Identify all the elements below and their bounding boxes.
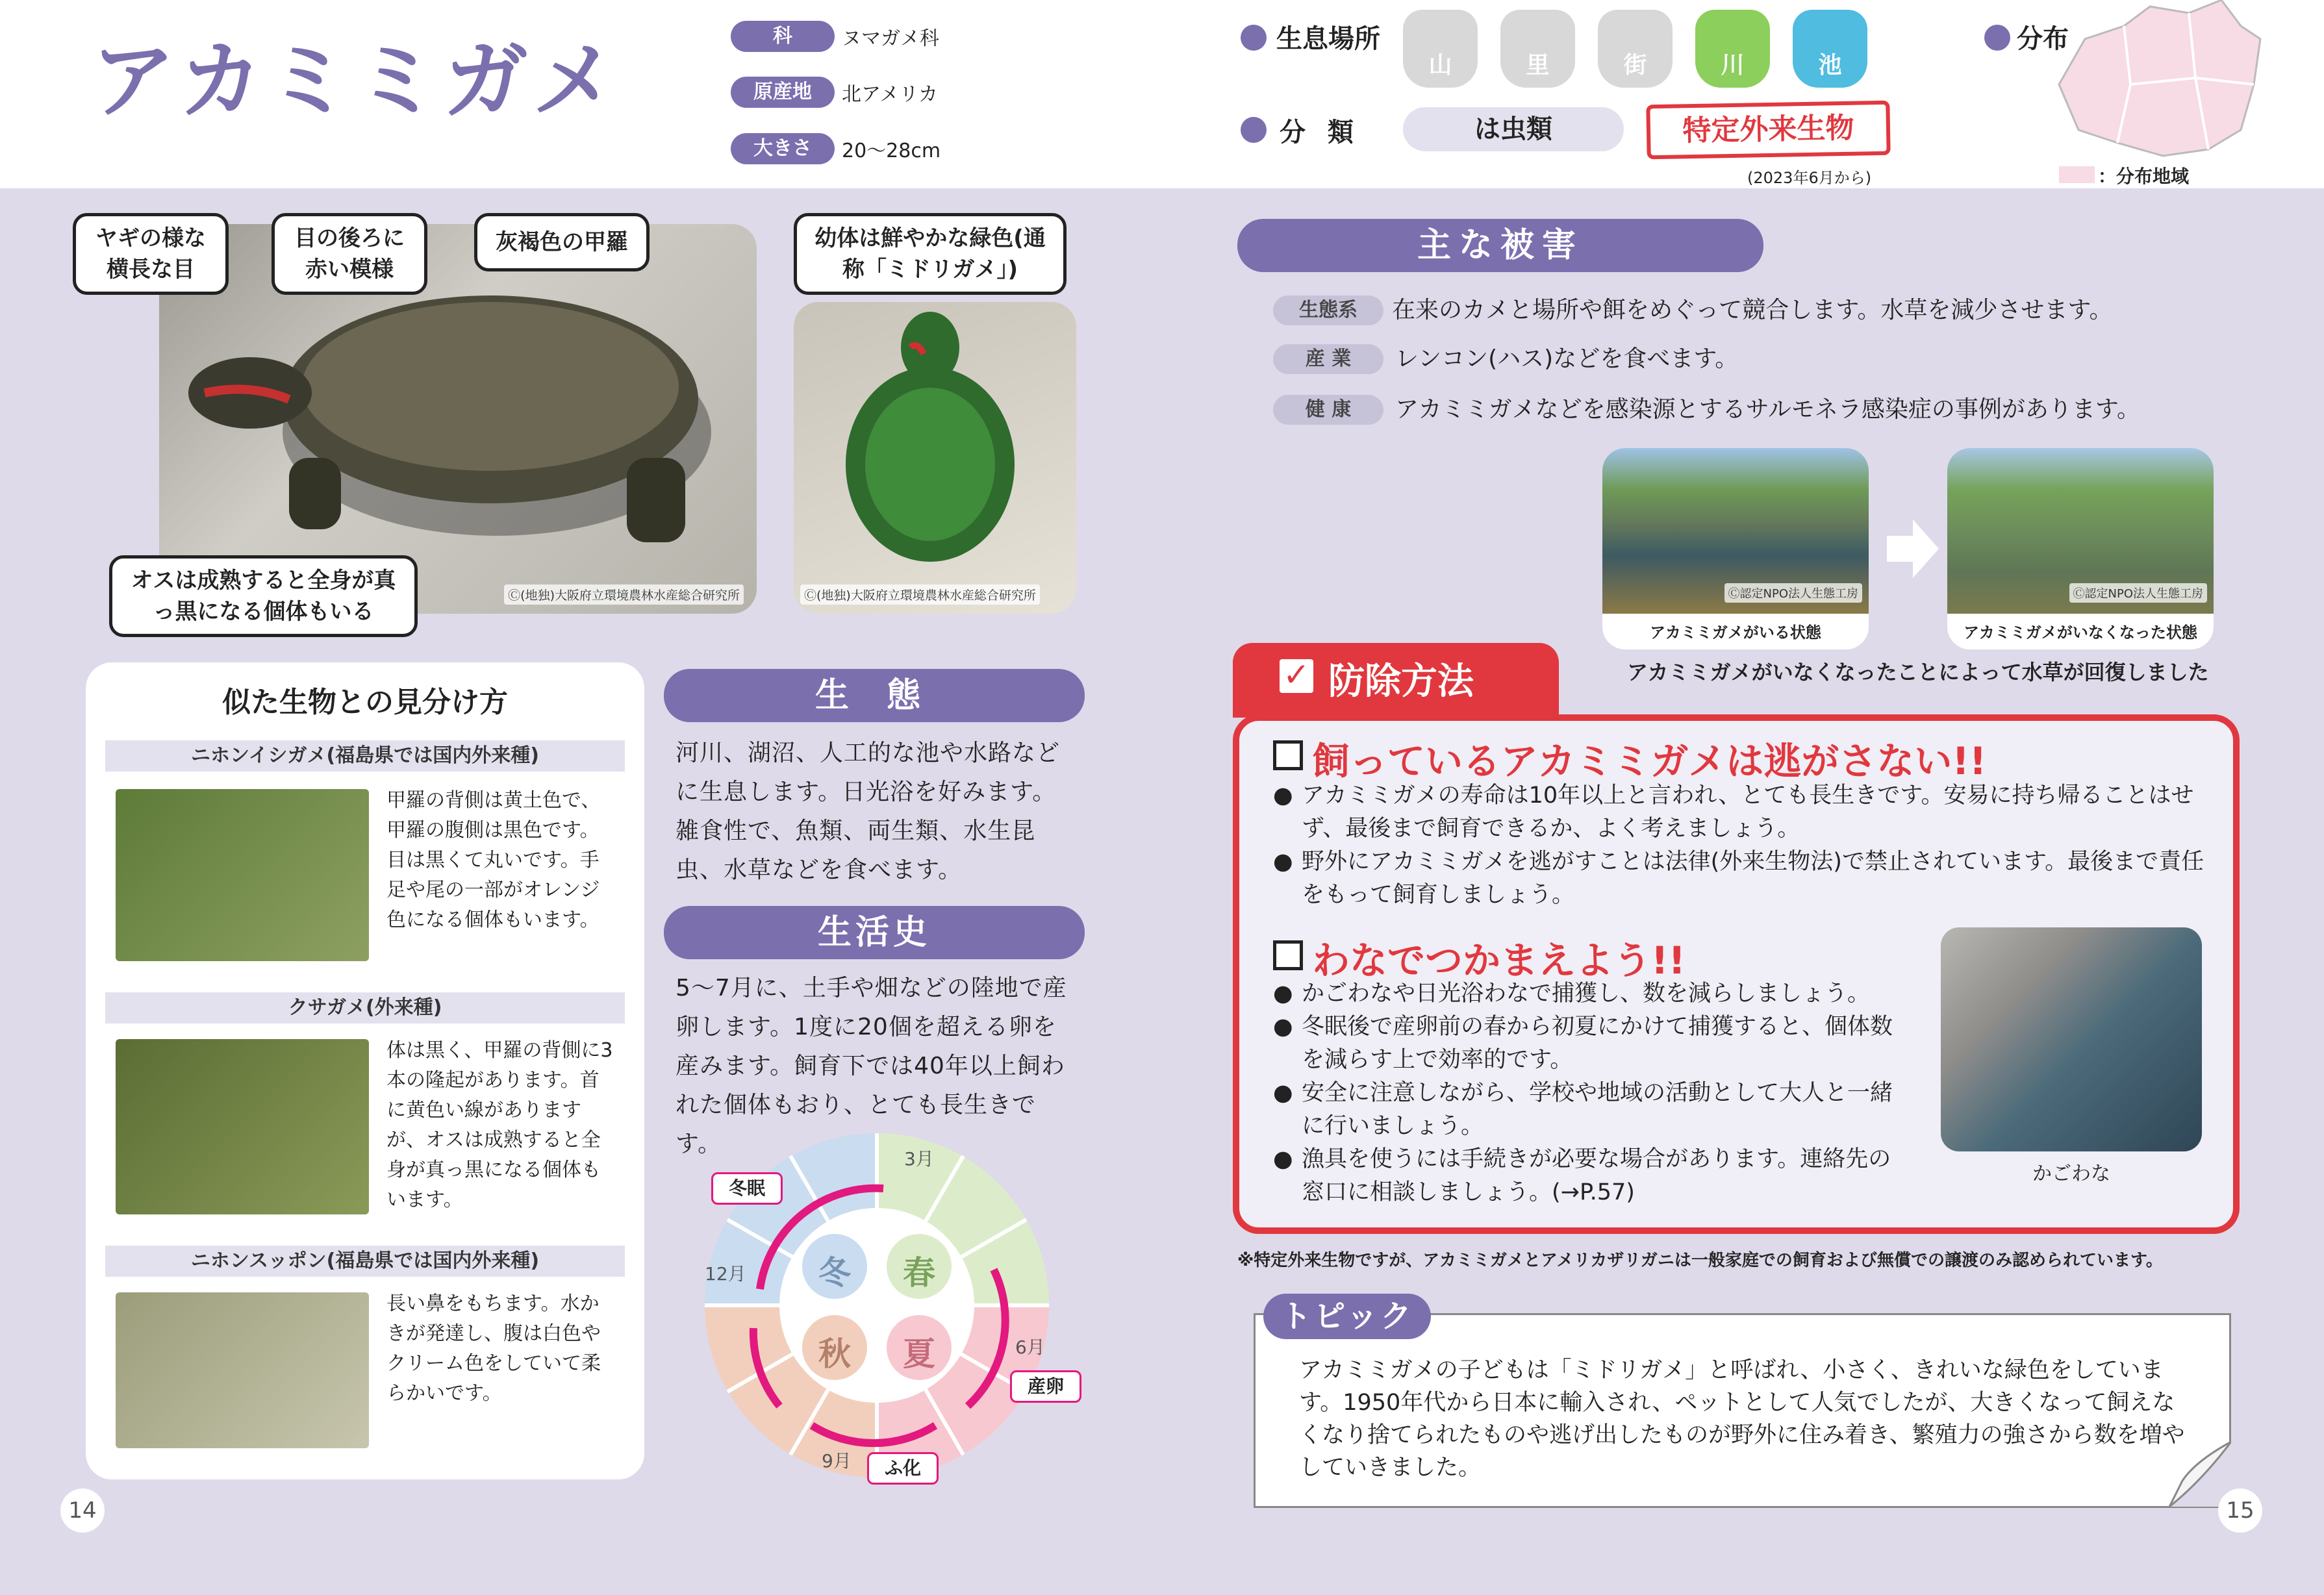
before-photo-card xyxy=(1602,448,1869,649)
month-3: 3月 xyxy=(904,1148,934,1170)
before-caption: アカミミガメがいる状態 xyxy=(1650,623,1821,642)
month-12: 12月 xyxy=(705,1263,746,1285)
damage-text-ecosystem: 在来のカメと場所や餌をめぐって競合します。水草を減少させます。 xyxy=(1392,297,2113,323)
similar-name-3: ニホンスッポン(福島県では国内外来種) xyxy=(105,1246,625,1277)
prevention-list-2 xyxy=(1273,977,1910,1209)
photo-suppon xyxy=(116,1292,369,1448)
prevention-item-2-4: ● 漁具を使うには手続きが必要な場合があります。連絡先の窓口に相談しましょう。(→P.57) xyxy=(1273,1146,1891,1205)
distribution-map xyxy=(2046,0,2267,162)
season-spring: 春 xyxy=(903,1254,935,1292)
class-label: 分 類 xyxy=(1280,118,1360,147)
habitat-icon-pond: 池 xyxy=(1793,10,1867,88)
habitat-label: 生息場所 xyxy=(1276,24,1380,54)
bubble-male-black: オスは成熟すると全身が真っ黒になる個体もいる xyxy=(109,555,418,637)
damage-text-industry: レンコン(ハス)などを食べます。 xyxy=(1395,345,1739,372)
similar-text-3: 長い鼻をもちます。水かきが発達し、腹は白色やクリーム色をしていて柔らかいです。 xyxy=(386,1292,601,1405)
distribution-dot xyxy=(1984,25,2010,51)
stamp-note: (2023年6月から) xyxy=(1747,169,1872,187)
damage-tag-health: 健 康 xyxy=(1273,395,1383,425)
page-number-left: 14 xyxy=(60,1488,105,1533)
season-winter: 冬 xyxy=(818,1254,851,1292)
meta-label-family: 科 xyxy=(731,21,835,52)
after-photo-card xyxy=(1947,448,2214,649)
juvenile-photo-credit: Ⓒ(地独)大阪府立環境農林水産総合研究所 xyxy=(800,584,1040,605)
page-title: アカミミガメ xyxy=(91,31,620,130)
ecology-title: 生 態 xyxy=(664,669,1085,722)
habitat-icon-river: 川 xyxy=(1695,10,1770,88)
meta-label-origin: 原産地 xyxy=(731,77,835,108)
season-autumn: 秋 xyxy=(818,1335,851,1373)
habitat-icon-village: 里 xyxy=(1500,10,1575,88)
event-egg-laying: 産卵 xyxy=(1010,1370,1081,1403)
similar-text-2: 体は黒く、甲羅の背側に3本の隆起があります。首に黄色い線がありますが、オスは成熟すると全身が真っ黒になる個体もいます。 xyxy=(386,1039,613,1211)
class-value: は虫類 xyxy=(1403,107,1624,151)
ecology-text: 河川、湖沼、人工的な池や水路などに生息します。日光浴を好みます。雑食性で、魚類、両生類、水生昆虫、水草などを食べます。 xyxy=(676,740,1061,883)
photo-kusagame xyxy=(116,1039,369,1214)
main-photo-credit: Ⓒ(地独)大阪府立環境農林水産総合研究所 xyxy=(504,584,744,605)
month-9: 9月 xyxy=(822,1450,852,1472)
after-caption: アカミミガメがいなくなった状態 xyxy=(1964,623,2197,642)
photo-nihon-ishigame xyxy=(116,789,369,961)
life-history-title: 生活史 xyxy=(664,906,1085,959)
page-curl-icon xyxy=(2143,1442,2231,1507)
prevention-title: 防除方法 xyxy=(1328,660,1474,703)
class-dot xyxy=(1241,117,1267,143)
similar-text-1: 甲羅の背側は黄土色で、甲羅の腹側は黒色です。目は黒くて丸いです。手足や尾の一部がオレンジ色になる個体もいます。 xyxy=(386,789,601,931)
arrow-right-icon xyxy=(1887,520,1939,578)
distribution-label: 分布 xyxy=(2017,24,2069,54)
event-hatching: ふ化 xyxy=(867,1452,939,1485)
season-summer: 夏 xyxy=(903,1335,935,1373)
habitat-dot xyxy=(1241,25,1267,51)
habitat-icon-town: 街 xyxy=(1598,10,1673,88)
bubble-red-mark: 目の後ろに赤い模様 xyxy=(272,213,427,295)
bubble-shell: 灰褐色の甲羅 xyxy=(474,213,650,271)
footnote: ※特定外来生物ですが、アカミミガメとアメリカザリガニは一般家庭での飼育および無償での譲渡のみ認められています。 xyxy=(1237,1251,2163,1270)
distribution-legend-swatch xyxy=(2059,166,2095,183)
prevention-h2: わなでつかまえよう!! xyxy=(1312,938,1686,983)
damage-text-health: アカミミガメなどを感染源とするサルモネラ感染症の事例があります。 xyxy=(1395,396,2140,423)
damage-title: 主な被害 xyxy=(1237,219,1763,272)
meta-value-origin: 北アメリカ xyxy=(842,83,938,106)
invasive-stamp: 特定外来生物 xyxy=(1646,101,1890,160)
trap-caption: かごわな xyxy=(2032,1162,2110,1185)
bubble-eye: ヤギの様な横長な目 xyxy=(73,213,229,295)
prevention-h1-checkbox xyxy=(1273,740,1303,770)
bubble-juvenile: 幼体は鮮やかな緑色(通称「ミドリガメ」) xyxy=(794,213,1067,295)
meta-value-size: 20〜28cm xyxy=(842,140,941,162)
similar-title: 似た生物との見分け方 xyxy=(222,686,508,719)
similar-name-2: クサガメ(外来種) xyxy=(105,992,625,1024)
recovery-summary: アカミミガメがいなくなったことによって水草が回復しました xyxy=(1627,660,2209,684)
juvenile-illustration xyxy=(794,302,1076,614)
life-history-text: 5〜7月に、土手や畑などの陸地で産卵します。1度に20個を超える卵を産みます。飼育下では40年以上飼われた個体もおり、とても長生きです。 xyxy=(676,975,1067,1157)
prevention-list-1 xyxy=(1273,779,2215,912)
habitat-icon-mountain: 山 xyxy=(1403,10,1478,88)
page-number-right: 15 xyxy=(2218,1488,2262,1533)
distribution-legend: ：分布地域 xyxy=(2098,166,2190,187)
trap-photo xyxy=(1941,927,2202,1151)
similar-name-1: ニホンイシガメ(福島県では国内外来種) xyxy=(105,740,625,772)
prevention-item-2-1: ● かごわなや日光浴わなで捕獲し、数を減らしましょう。 xyxy=(1273,981,1871,1007)
prevention-item-1-1: ● アカミミガメの寿命は10年以上と言われ、とても長生きです。安易に持ち帰ることはせず、最後まで飼育できるか、よく考えましょう。 xyxy=(1273,783,2194,842)
prevention-item-2-3: ● 安全に注意しながら、学校や地域の活動として大人と一緒に行いましょう。 xyxy=(1273,1080,1893,1139)
prevention-h2-checkbox xyxy=(1273,940,1303,970)
prevention-h1: 飼っているアカミミガメは逃がさない!! xyxy=(1312,739,1987,783)
before-credit: Ⓒ認定NPO法人生態工房 xyxy=(1724,583,1863,603)
after-credit: Ⓒ認定NPO法人生態工房 xyxy=(2069,583,2208,603)
damage-tag-industry: 産 業 xyxy=(1273,344,1383,374)
prevention-item-2-2: ● 冬眠後で産卵前の春から初夏にかけて捕獲すると、個体数を減らす上で効率的です。 xyxy=(1273,1014,1893,1073)
meta-value-family: ヌマガメ科 xyxy=(842,27,939,50)
topic-title: トピック xyxy=(1263,1294,1431,1339)
event-hibernation: 冬眠 xyxy=(711,1172,783,1205)
month-6: 6月 xyxy=(1015,1337,1045,1358)
topic-text: アカミミガメの子どもは「ミドリガメ」と呼ばれ、小さく、きれいな緑色をしています。1950年代から日本に輸入され、ペットとして人気でしたが、大きくなって飼えなくなり捨てられたものや逃げ出したものが野外に住み着き、繁殖力の強さから数を増やしていきました。 xyxy=(1299,1357,2185,1481)
prevention-item-1-2: ● 野外にアカミミガメを逃がすことは法律(外来生物法)で禁止されています。最後まで責任をもって飼育しましょう。 xyxy=(1273,849,2204,908)
meta-label-size: 大きさ xyxy=(731,133,835,164)
damage-tag-ecosystem: 生態系 xyxy=(1273,295,1383,325)
juvenile-turtle-photo xyxy=(794,302,1076,614)
check-icon: ✓ xyxy=(1280,659,1313,693)
